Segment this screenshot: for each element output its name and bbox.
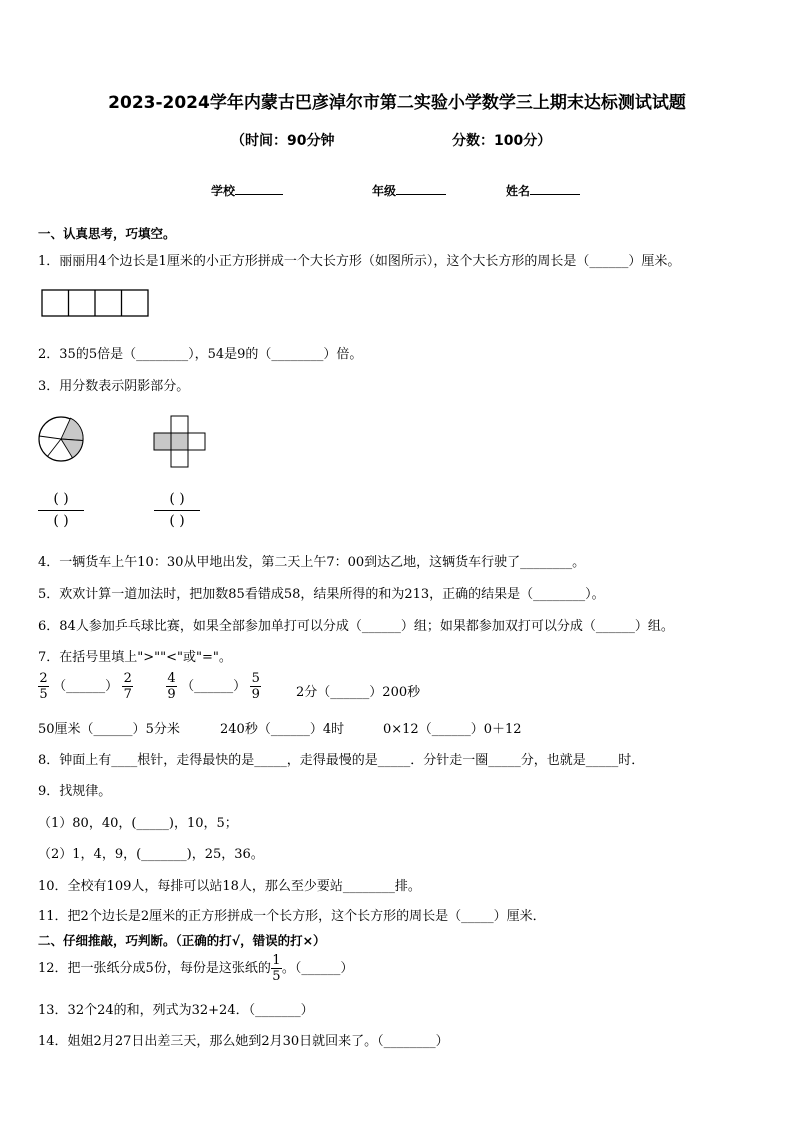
- compare-blank[interactable]: （______）: [80, 722, 146, 737]
- answer-fraction-cross[interactable]: ( ) ( ): [154, 490, 200, 531]
- compare-row-1: [38, 671, 133, 702]
- compare-blank[interactable]: （______）: [181, 679, 247, 694]
- question-3: 3．用分数表示阴影部分。: [38, 379, 190, 394]
- question-10: 10．全校有109人，每排可以站18人，那么至少要站________排。: [38, 879, 421, 894]
- compare-blank[interactable]: （______）: [418, 722, 484, 737]
- question-12: 12．把一张纸分成5份，每份是这张纸的 $\frac{1}{5}$ 。（______）: [38, 953, 354, 984]
- compare-blank[interactable]: （______）: [257, 722, 323, 737]
- answer-fraction-circle[interactable]: ( ) ( ): [38, 490, 84, 531]
- name-input[interactable]: [530, 194, 580, 195]
- question-2: 2．35的5倍是（________），54是9的（________）倍。: [38, 347, 363, 362]
- shaded-circle-figure: [37, 415, 87, 465]
- question-4: 4．一辆货车上午10：30从甲地出发，第二天上午7：00到达乙地，这辆货车行驶了________。: [38, 555, 586, 570]
- school-label: 学校: [211, 184, 236, 198]
- fraction-2-7: $\frac{2}{7}$: [123, 671, 132, 702]
- compare-blank[interactable]: （______）: [317, 685, 383, 700]
- question-14: 14．姐姐2月27日出差三天，那么她到2月30日就回来了。（________）: [38, 1034, 449, 1049]
- page-title: 2023-2024学年内蒙古巴彦淖尔市第二实验小学数学三上期末达标测试试题: [108, 93, 686, 113]
- question-8: 8．钟面上有____根针，走得最快的是_____，走得最慢的是_____．分针走一圈_____分，也就是_____时．: [38, 753, 645, 768]
- compare-length: 50厘米（______）5分米: [38, 722, 180, 737]
- section-1-heading: 一、认真思考，巧填空。: [38, 226, 176, 241]
- question-7: 7．在括号里填上">""<"或"="。: [38, 650, 232, 665]
- school-field: [211, 182, 283, 199]
- grade-input[interactable]: [396, 194, 446, 195]
- fraction-4-9: $\frac{4}{9}$: [167, 671, 176, 702]
- question-9: 9．找规律。: [38, 784, 112, 799]
- question-6: 6．84人参加乒乓球比赛，如果全部参加单打可以分成（______）组；如果都参加双打可以分成（______）组。: [38, 619, 674, 634]
- section-2-heading: 二、仔细推敲，巧判断。（正确的打√，错误的打×）: [38, 933, 326, 948]
- question-1: 1．丽丽用4个边长是1厘米的小正方形拼成一个大长方形（如图所示），这个大长方形的周长是（______）厘米。: [38, 254, 681, 269]
- question-5: 5．欢欢计算一道加法时，把加数85看错成58，结果所得的和为213，正确的结果是（________）。: [38, 587, 605, 602]
- compare-zero: 0×12（______）0＋12: [383, 722, 522, 737]
- compare-time: 2分（______）200秒: [296, 685, 421, 700]
- question-13: 13．32个24的和，列式为32+24．（_______）: [38, 1003, 314, 1018]
- question-9-part-1: （1）80，40，(_____)，10，5；: [38, 816, 238, 831]
- fraction-2-5: $\frac{2}{5}$: [39, 671, 48, 702]
- compare-blank[interactable]: （______）: [53, 679, 119, 694]
- shaded-cross-figure: [152, 415, 210, 471]
- school-input[interactable]: [235, 194, 283, 195]
- compare-row-1b: [166, 671, 261, 702]
- name-label: 姓名: [506, 184, 531, 198]
- score-label: 分数：100分）: [452, 133, 552, 149]
- grade-field: [372, 182, 446, 199]
- four-squares-figure: [41, 289, 151, 319]
- name-field: [506, 182, 580, 199]
- question-11: 11．把2个边长是2厘米的正方形拼成一个长方形，这个长方形的周长是（_____）厘米．: [38, 909, 546, 924]
- fraction-1-5: $\frac{1}{5}$: [272, 953, 281, 984]
- compare-seconds: 240秒（______）4时: [220, 722, 345, 737]
- time-label: （时间：90分钟: [231, 133, 335, 149]
- grade-label: 年级: [372, 184, 397, 198]
- question-9-part-2: （2）1，4，9，(_______)，25，36。: [38, 847, 264, 862]
- fraction-5-9: $\frac{5}{9}$: [251, 671, 260, 702]
